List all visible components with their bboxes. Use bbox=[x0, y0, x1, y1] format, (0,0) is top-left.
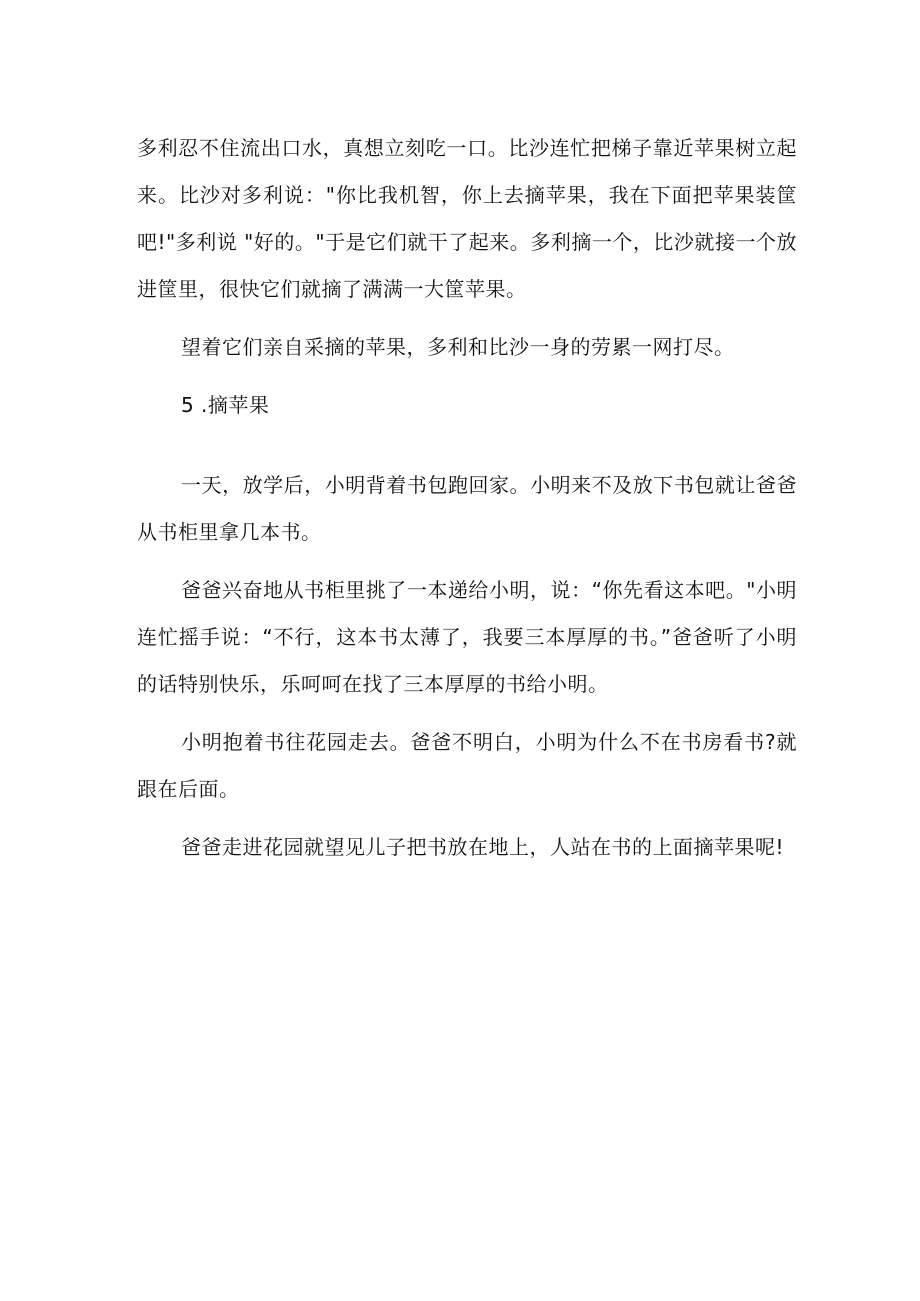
paragraph-conclusion: 望着它们亲自采摘的苹果，多利和比沙一身的劳累一网打尽。 bbox=[181, 335, 735, 359]
paragraph-apple-picking-story-end: 多利忍不住流出口水，真想立刻吃一口。比沙连忙把梯子靠近苹果树立起来。比沙对多利说："你比我机智，你上去摘苹果，我在下面把苹果装筐吧!"多利说 "好的。"于是它们就干了起来。多利摘一个，比沙就接一个放进筐里，很快它们就摘了满满一大筐苹果。 bbox=[137, 136, 797, 301]
paragraph-to-garden: 小明抱着书往花园走去。爸爸不明白，小明为什么不在书房看书?就跟在后面。 bbox=[137, 730, 797, 801]
paragraph-ending: 爸爸走进花园就望见儿子把书放在地上，人站在书的上面摘苹果呢! bbox=[181, 835, 785, 859]
paragraph-after-school: 一天，放学后，小明背着书包跑回家。小明来不及放下书包就让爸爸从书柜里拿几本书。 bbox=[137, 473, 797, 544]
document-body bbox=[137, 125, 797, 871]
section-title: .摘苹果 bbox=[201, 393, 270, 417]
section-heading bbox=[137, 382, 797, 429]
paragraph-father-picks-book: 爸爸兴奋地从书柜里挑了一本递给小明，说：“你先看这本吧。"小明连忙摇手说：“不行，这本书太薄了，我要三本厚厚的书。”爸爸听了小明的话特别快乐，乐呵呵在找了三本厚厚的书给小明。 bbox=[137, 578, 797, 696]
section-number: 5 bbox=[181, 393, 195, 417]
